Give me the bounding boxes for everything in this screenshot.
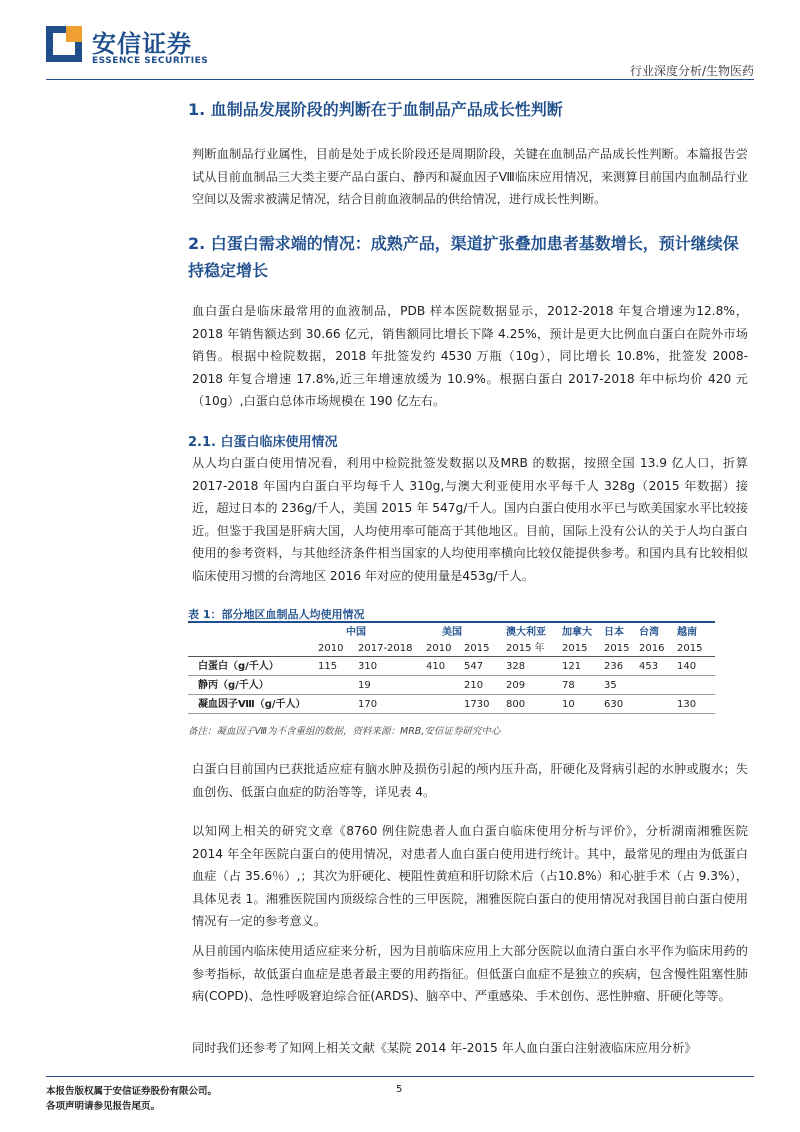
- table-cell: 140: [677, 657, 715, 676]
- section-2-1-paragraph: 从人均白蛋白使用情况看，利用中检院批签发数据以及MRB 的数据，按照全国 13.9 亿人口，折算 2017-2018 年国内白蛋白平均每千人 310g,与澳大利亚使用水平每千人 328g（2015 年数据）接近，超过日本的 236g/千人，美国 2015 年 547g/千人。国内白蛋白使用水平已与欧美国家水平比较接近。但鉴于我国是肝病大国，人均使用率可能高于其他地区。目前，国际上没有公认的关于人均白蛋白使用的参考资料，与其他经济条件相当国家的人均使用率横向比较仅能提供参考。和国内具有比较相似临床使用习惯的台湾地区 2016 年对应的使用量是453g/千人。: [192, 456, 748, 583]
- company-name-en: ESSENCE SECURITIES: [92, 56, 209, 66]
- table-cell: [318, 676, 358, 695]
- table-cell: 130: [677, 695, 715, 714]
- country-header: 中国: [318, 622, 426, 641]
- country-header: 澳大利亚: [506, 622, 562, 641]
- table-country-row: [188, 622, 715, 641]
- table-cell: 310: [358, 657, 426, 676]
- paragraph-reference: 同时我们还参考了知网上相关文献《某院 2014 年-2015 年人血白蛋白注射液临床应用分析》: [192, 1041, 697, 1055]
- year-header: 2015: [677, 641, 715, 657]
- year-header: 2015: [604, 641, 639, 657]
- table-cell: [318, 695, 358, 714]
- table-year-row: [188, 641, 715, 657]
- table-cell: 1730: [464, 695, 506, 714]
- page-number: 5: [396, 1084, 403, 1095]
- table-cell: 19: [358, 676, 426, 695]
- row-label: 凝血因子Ⅷ（g/千人）: [188, 695, 318, 714]
- section-1-title: 1. 血制品发展阶段的判断在于血制品产品成长性判断: [188, 100, 563, 119]
- section-2-1-title: 2.1. 白蛋白临床使用情况: [188, 435, 338, 450]
- country-header: 台湾: [639, 622, 677, 641]
- table-cell: 547: [464, 657, 506, 676]
- table-cell: 453: [639, 657, 677, 676]
- paragraph-xiangya: 以知网上相关的研究文章《8760 例住院患者人血白蛋白临床使用分析与评价》，分析湖南湘雅医院 2014 年全年医院白蛋白的使用情况，对患者人血白蛋白使用进行统计。其中，最常见的理由为低蛋白血症（占 35.6％）,；其次为肝硬化、梗阻性黄疸和肝切除术后（占10.8%）和心脏手术（占 9.3%），具体见表 1。湘雅医院国内顶级综合性的三甲医院，湘雅医院白蛋白的使用情况对我国目前白蛋白使用情况有一定的参考意义。: [192, 824, 748, 929]
- country-header: 美国: [426, 622, 506, 641]
- table-cell: 78: [562, 676, 604, 695]
- footer-statement: 各项声明请参见报告尾页。: [46, 1101, 161, 1112]
- year-header: 2017-2018: [358, 641, 426, 657]
- year-header: 2010: [426, 641, 464, 657]
- year-header: 2015: [562, 641, 604, 657]
- section-2-paragraph: 血白蛋白是临床最常用的血液制品，PDB 样本医院数据显示，2012-2018 年复合增速为12.8%，2018 年销售额达到 30.66 亿元，销售额同比增长下降 4.25%，预计是更大比例血白蛋白在院外市场销售。根据中检院数据，2018 年批签发约 4530 万瓶（10g），同比增长 10.8%，批签发 2008-2018 年复合增速 17.8%,近三年增速放缓为 10.9%。根据白蛋白 2017-2018 年中标均价 420 元（10g）,白蛋白总体市场规模在 190 亿左右。: [192, 304, 748, 409]
- table-cell: [426, 695, 464, 714]
- year-header: 2015: [464, 641, 506, 657]
- country-header: 越南: [677, 622, 715, 641]
- table-row: [188, 695, 715, 714]
- table-cell: 121: [562, 657, 604, 676]
- table-cell: 10: [562, 695, 604, 714]
- table-cell: 210: [464, 676, 506, 695]
- table-cell: 410: [426, 657, 464, 676]
- table-cell: 630: [604, 695, 639, 714]
- footer-divider: [46, 1076, 754, 1077]
- company-logo: [46, 26, 82, 62]
- table-note: 备注：凝血因子Ⅷ为不含重组的数据，资料来源：MRB,安信证券研究中心: [188, 726, 501, 737]
- table-cell: 35: [604, 676, 639, 695]
- table-row: [188, 676, 715, 695]
- header-divider: [46, 79, 754, 80]
- table-cell: [639, 676, 677, 695]
- table-cell: 209: [506, 676, 562, 695]
- footer-disclaimer: [46, 1084, 217, 1114]
- table-cell: 236: [604, 657, 639, 676]
- table-cell: 328: [506, 657, 562, 676]
- table-cell: 170: [358, 695, 426, 714]
- paragraph-indications: 白蛋白目前国内已获批适应症有脑水肿及损伤引起的颅内压升高，肝硬化及肾病引起的水肿或腹水；失血创伤、低蛋白血症的防治等等，详见表 4。: [192, 762, 748, 799]
- table-cell: 800: [506, 695, 562, 714]
- year-header: 2010: [318, 641, 358, 657]
- usage-table: [188, 621, 715, 714]
- report-category: 行业深度分析/生物医药: [629, 64, 754, 78]
- country-header: 加拿大: [562, 622, 604, 641]
- paragraph-clinical-analysis: 从目前国内临床使用适应症来分析，因为目前临床应用上大部分医院以血清白蛋白水平作为临床用药的参考指标，故低蛋白血症是患者最主要的用药指征。但低蛋白血症不是独立的疾病，包含慢性阻塞性肺病(COPD)、急性呼吸窘迫综合征(ARDS)、脑卒中、严重感染、手术创伤、恶性肿瘤、肝硬化等等。: [192, 944, 748, 1004]
- section-2-title: 2. 白蛋白需求端的情况：成熟产品，渠道扩张叠加患者基数增长，预计继续保持稳定增长: [188, 234, 739, 280]
- section-1-paragraph: 判断血制品行业属性，目前是处于成长阶段还是周期阶段，关键在血制品产品成长性判断。本篇报告尝试从目前血制品三大类主要产品白蛋白、静丙和凝血因子Ⅷ临床应用情况，来测算目前国内血制品行业空间以及需求被满足情况，结合目前血液制品的供给情况，进行成长性判断。: [192, 147, 748, 207]
- year-header: 2015 年: [506, 641, 562, 657]
- table-cell: [677, 676, 715, 695]
- table-cell: [639, 695, 677, 714]
- table-title: 表 1：部分地区血制品人均使用情况: [188, 608, 365, 621]
- table-cell: 115: [318, 657, 358, 676]
- footer-copyright: 本报告版权属于安信证券股份有限公司。: [46, 1086, 218, 1097]
- table-row: [188, 657, 715, 676]
- table-cell: [426, 676, 464, 695]
- company-name-cn: 安信证券: [92, 30, 192, 58]
- row-label: 静丙（g/千人）: [188, 676, 318, 695]
- country-header: 日本: [604, 622, 639, 641]
- year-header: 2016: [639, 641, 677, 657]
- row-label: 白蛋白（g/千人）: [188, 657, 318, 676]
